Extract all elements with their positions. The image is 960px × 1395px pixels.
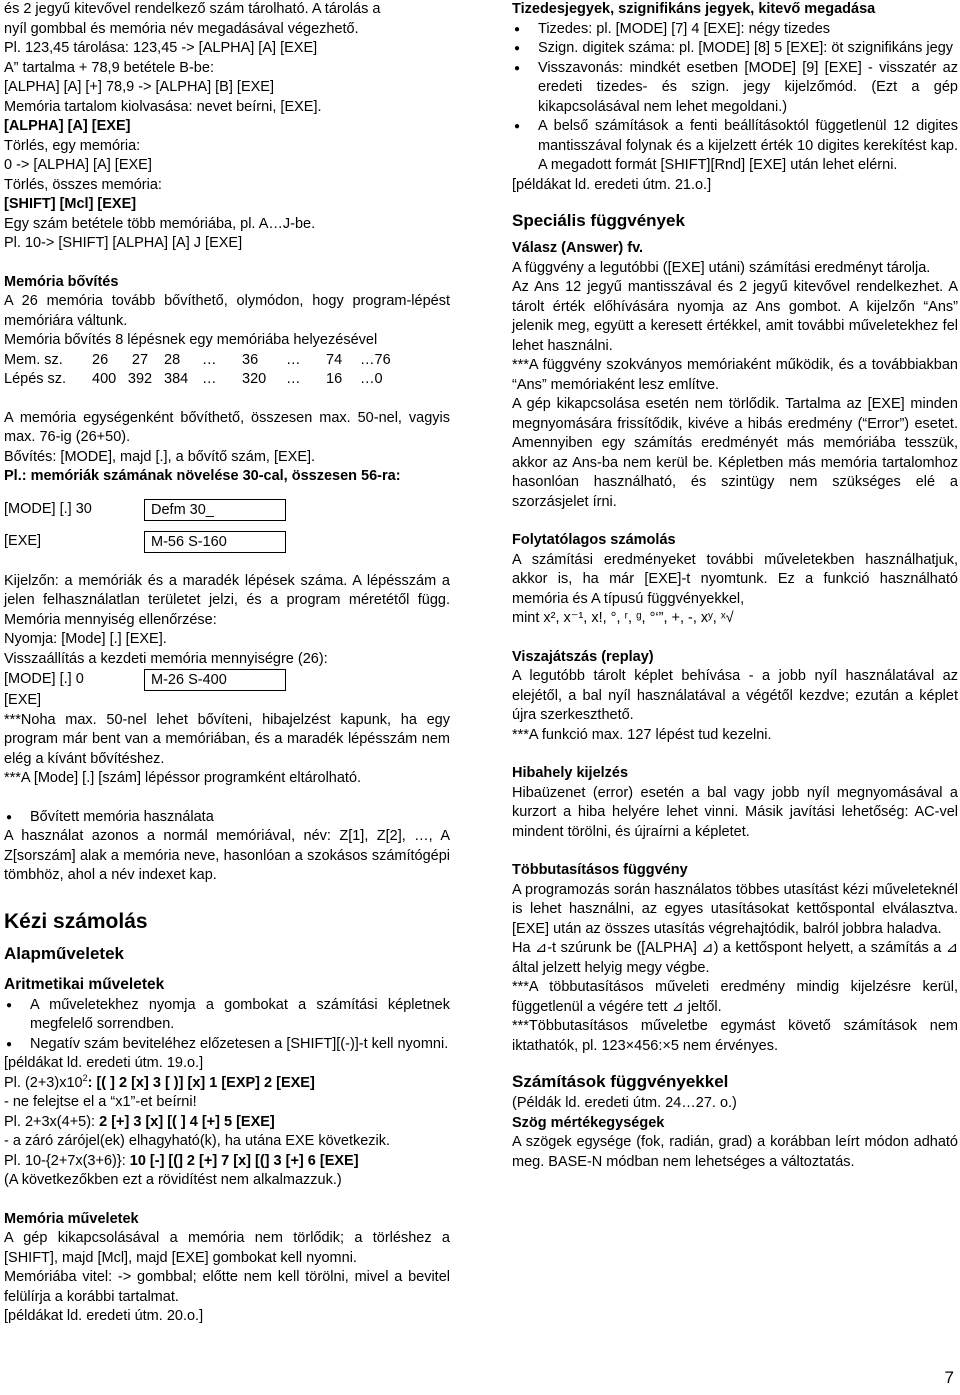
subsection-heading: Válasz (Answer) fv. (512, 240, 644, 256)
section-heading: Alapműveletek (4, 943, 124, 963)
section-heading: Memória műveletek (4, 1210, 139, 1227)
table-cell: … (286, 351, 301, 368)
intro-line-2: nyíl gombbal és memória név megadásával végezhető. (4, 20, 359, 37)
paragraph: ***Noha max. 50-nel lehet bővíteni, hibajelzést kapunk, ha egy program már bent van a memóriában, és a maradék lépésszám nem elég a kívánt bővítéshez. (4, 711, 450, 767)
paragraph: Hibaüzenet (error) esetén a bal vagy jobb nyíl megnyomásával a kurzort a hiba helyére lehet vinni. Másik javítási lehetőség: AC-vel mindent törölni, és újraírni a képletet. (512, 784, 958, 840)
table-cell: 36 (242, 351, 259, 368)
table-cell: 384 (164, 371, 189, 387)
subsection-heading: Folytatólagos számolás (512, 532, 676, 548)
subsection-heading: Aritmetikai műveletek (4, 975, 165, 993)
table-cell: … (202, 371, 217, 387)
subsection-heading: Hibahely kijelzés (512, 765, 629, 781)
bullet-heading: ● Bővített memória használata (4, 808, 450, 828)
example-line: Egy szám betétele több memóriába, pl. A…J-be. (4, 215, 316, 232)
paragraph: Az Ans 12 jegyű mantisszával és 2 jegyű kitevővel rendelkezhet. A tárolt érték előhívására nyomja az Ans gombot. A kijelzőn “Ans” jelenik meg, együtt a keresett értékkel, amit további műveletekhez fel lehet használni. (512, 279, 958, 354)
table-cell: … (202, 351, 217, 368)
paragraph: A programozás során használatos többes utasítást kézi műveleteknél is lehet használni, az egyes utasításokat kettőspontal elválasztva. [EXE] után az összes utasítás végrehajtódik, balról jobbra haladva. (512, 881, 958, 937)
example-line: Pl. 2+3x(4+5): 2 [+] 3 [x] [( ] 4 [+] 5 [EXE] (4, 1113, 275, 1130)
paragraph: ***A [Mode] [.] [szám] lépéssor programként eltárolható. (4, 770, 362, 786)
paragraph: A szögek egysége (fok, radián, grad) a korábban leírt módon adható meg. BASE-N módban nem lehetséges a változtatás. (512, 1134, 958, 1170)
paragraph: A 26 memória tovább bővíthető, olymódon, hogy program-lépést memóriára váltunk. (4, 293, 450, 329)
table-cell: …76 (360, 351, 391, 368)
paragraph: Ha ⊿-t szúrunk be ([ALPHA] ⊿) a kettőspont helyett, a számítás a ⊿ által jelzett helyig megy végbe. (512, 940, 958, 976)
bullet-item: ● Visszavonás: mindkét esetben [MODE] [9] [EXE] - visszatér az eredeti tizedes- és szign. jegy kijelzőmód. (Ezt a gép kikapcsolásával nem lehet megoldani.) (512, 59, 958, 118)
paragraph: Bővítés: [MODE], majd [.], a bővítő szám, [EXE]. (4, 448, 316, 465)
example-line: - ne felejtse el a “x1”-et beírni! (4, 1094, 197, 1110)
reference: [példákat ld. eredeti útm. 21.o.] (512, 176, 712, 193)
key-sequence: [MODE] [.] 30 (4, 500, 92, 517)
table-cell: 26 (92, 351, 109, 368)
calculator-display: Defm 30_ (144, 499, 286, 521)
paragraph: ***A többutasításos műveleti eredmény mindig kijelzésre kerül, függetlenül a végére tett ⊿ jeltől. (512, 979, 958, 1015)
reference: [példákat ld. eredeti útm. 20.o.] (4, 1308, 204, 1324)
chapter-heading: Kézi számolás (4, 909, 148, 933)
section-heading: Tizedesjegyek, szignifikáns jegyek, kitevő megadása (512, 1, 876, 17)
example-line: Pl. 123,45 tárolása: 123,45 -> [ALPHA] [A] [EXE] (4, 40, 318, 56)
paragraph: Pl.: memóriák számának növelése 30-cal, összesen 56-ra: (4, 468, 401, 484)
paragraph: ***Többutasításos műveletbe egymást követő számítások nem iktathatók, pl. 123×456:×5 nem érvényes. (512, 1018, 958, 1054)
key-display-row (4, 669, 450, 691)
paragraph: Visszaállítás a kezdeti memória mennyiségre (26): (4, 650, 328, 667)
paragraph: ***A függvény szokványos memóriaként működik, és a továbbiakban “Ans” memóriaként lesz említve. (512, 357, 958, 393)
example-line: [ALPHA] [A] [EXE] (4, 118, 131, 134)
key-display-row (4, 531, 450, 553)
paragraph: Memória bővítés 8 lépésnek egy memóriába helyezésével (4, 332, 378, 348)
example-line: A” tartalma + 78,9 betétele B-be: (4, 59, 214, 76)
table-cell: 400 (92, 371, 117, 387)
subsection-heading: Szög mértékegységek (512, 1114, 665, 1131)
subsection-heading: Viszajátszás (replay) (512, 648, 654, 665)
section-heading: Memória bővítés (4, 273, 119, 290)
example-line: (A következőkben ezt a rövidítést nem alkalmazzuk.) (4, 1172, 342, 1188)
table-cell: 74 (326, 351, 343, 368)
page-number: 7 (944, 1367, 954, 1387)
example-line: Törlés, egy memória: (4, 137, 141, 154)
paragraph: (Példák ld. eredeti útm. 24…27. o.) (512, 1095, 737, 1111)
reference: [példákat ld. eredeti útm. 19.o.] (4, 1055, 204, 1071)
key-display-row (4, 499, 450, 521)
key-sequence: [EXE] (4, 532, 42, 549)
example-line: - a záró zárójel(ek) elhagyható(k), ha utána EXE következik. (4, 1133, 391, 1149)
paragraph: A gép kikapcsolása esetén nem törlődik. Tartalma az [EXE] minden megnyomására frissítődik, kivéve a hibás eredmény (“Error”) esetet. Amennyiben egy számítás eredményét más memóriába tesszük, akkor az Ans-ba nem kerül be. Képletben más memória tartalomhoz hasonlóan használható, és szintügy nem szükséges elé a szorzásjelet írni. (512, 396, 958, 510)
paragraph: Memóriába vitel: -> gombbal; előtte nem kell törölni, mivel a bevitel felülírja a korábbi tartalmat. (4, 1269, 450, 1305)
table-cell: 28 (164, 351, 181, 368)
calculator-display: M-26 S-400 (144, 669, 286, 691)
table-cell: 16 (326, 371, 343, 387)
bullet-item: ● Negatív szám beviteléhez előzetesen a [SHIFT][(-)]-t kell nyomni. (4, 1035, 450, 1055)
example-line: Memória tartalom kiolvasása: nevet beírni, [EXE]. (4, 98, 322, 115)
paragraph: mint x², x⁻¹, x!, °, ʳ, ᵍ, °‘”, +, -, xʸ, ˣ√ (512, 610, 734, 626)
paragraph: ***A funkció max. 127 lépést tud kezelni. (512, 726, 772, 743)
section-heading: Speciális függvények (512, 211, 685, 230)
paragraph: A memória egységenként bővíthető, összesen max. 50-nel, vagyis max. 76-ig (26+50). (4, 409, 450, 445)
right-column (512, 0, 958, 1172)
bullet-item: ● Tizedes: pl. [MODE] [7] 4 [EXE]: négy tizedes (512, 20, 958, 40)
table-cell: … (286, 371, 301, 387)
section-heading: Számítások függvényekkel (512, 1072, 729, 1091)
subsection-heading: Többutasításos függvény (512, 862, 688, 878)
example-line: 0 -> [ALPHA] [A] [EXE] (4, 157, 152, 173)
example-line: [ALPHA] [A] [+] 78,9 -> [ALPHA] [B] [EXE] (4, 79, 274, 95)
paragraph: A használat azonos a normál memóriával, név: Z[1], Z[2], …, A Z[sorszám] alak a memória neve, hasonlóan a szokásos számítógépi tömbhöz, ahol a név indexet kap. (4, 828, 450, 883)
paragraph: A számítási eredményeket további műveletekben használhatjuk, akkor is, ha már [EXE]-t nyomtunk. Ez a funkció használható memória és A típusú függvényekkel, (512, 551, 958, 607)
paragraph: Kijelzőn: a memóriák és a maradék lépések száma. A lépésszám a jelen felhasználatlan területet jelzi, és a program méretétől függ. Memória mennyiség ellenőrzése: (4, 572, 450, 628)
bullet-item: ● A műveletekhez nyomja a gombokat a számítási képletnek megfelelő sorrendben. (4, 996, 450, 1035)
calculator-display: M-56 S-160 (144, 531, 286, 553)
step-table-row (4, 370, 450, 390)
example-line: Pl. $(2+3)x10^2$: [( ] 2 [x] 3 [ )] [x] 1 [EXP] 2 [EXE] (4, 1072, 315, 1091)
table-cell: 392 (127, 371, 153, 387)
paragraph: A függvény a legutóbbi ([EXE] utáni) számítási eredményt tárolja. (512, 259, 931, 276)
example-line: [SHIFT] [Mcl] [EXE] (4, 196, 137, 212)
intro-line-1: és 2 jegyű kitevővel rendelkező szám tárolható. A tárolás a (4, 1, 381, 17)
table-cell: 320 (242, 371, 267, 387)
key-sequence: [MODE] [.] 0 (4, 671, 84, 688)
example-line: Pl. 10-> [SHIFT] [ALPHA] [A] J [EXE] (4, 235, 243, 251)
bullet-item: ● A belső számítások a fenti beállításoktól függetlenül 12 digites mantisszával folynak és a kijelzett érték 10 digites kerekítést kap. A megadott formát [SHIFT][Rnd] [EXE] után lehet elérni. (512, 117, 958, 176)
paragraph: A gép kikapcsolásával a memória nem törlődik; a törléshez a [SHIFT], majd [Mcl], majd [EXE] gombokat kell nyomni. (4, 1230, 450, 1266)
table-cell: Mem. sz. (4, 351, 63, 368)
memory-table-row (4, 351, 450, 371)
paragraph: Nyomja: [Mode] [.] [EXE]. (4, 631, 167, 647)
bullet-item: ● Szign. digitek száma: pl. [MODE] [8] 5 [EXE]: öt szignifikáns jegy (512, 39, 958, 59)
key-sequence: [EXE] (4, 692, 42, 708)
example-line: Pl. 10-{2+7x(3+6)}: 10 [-] [(] 2 [+] 7 [x] [(] 3 [+] 6 [EXE] (4, 1152, 359, 1169)
left-column (4, 0, 450, 1327)
example-line: Törlés, összes memória: (4, 176, 162, 193)
table-cell: Lépés sz. (4, 371, 67, 387)
paragraph: A legutóbb tárolt képlet behívása - a jobb nyíl használatával az elejétől, a bal nyíl használatával a végétől kezdve; ezután a képlet újra szerkeszthető. (512, 668, 958, 723)
table-cell: …0 (360, 371, 383, 387)
table-cell: 27 (131, 351, 149, 368)
